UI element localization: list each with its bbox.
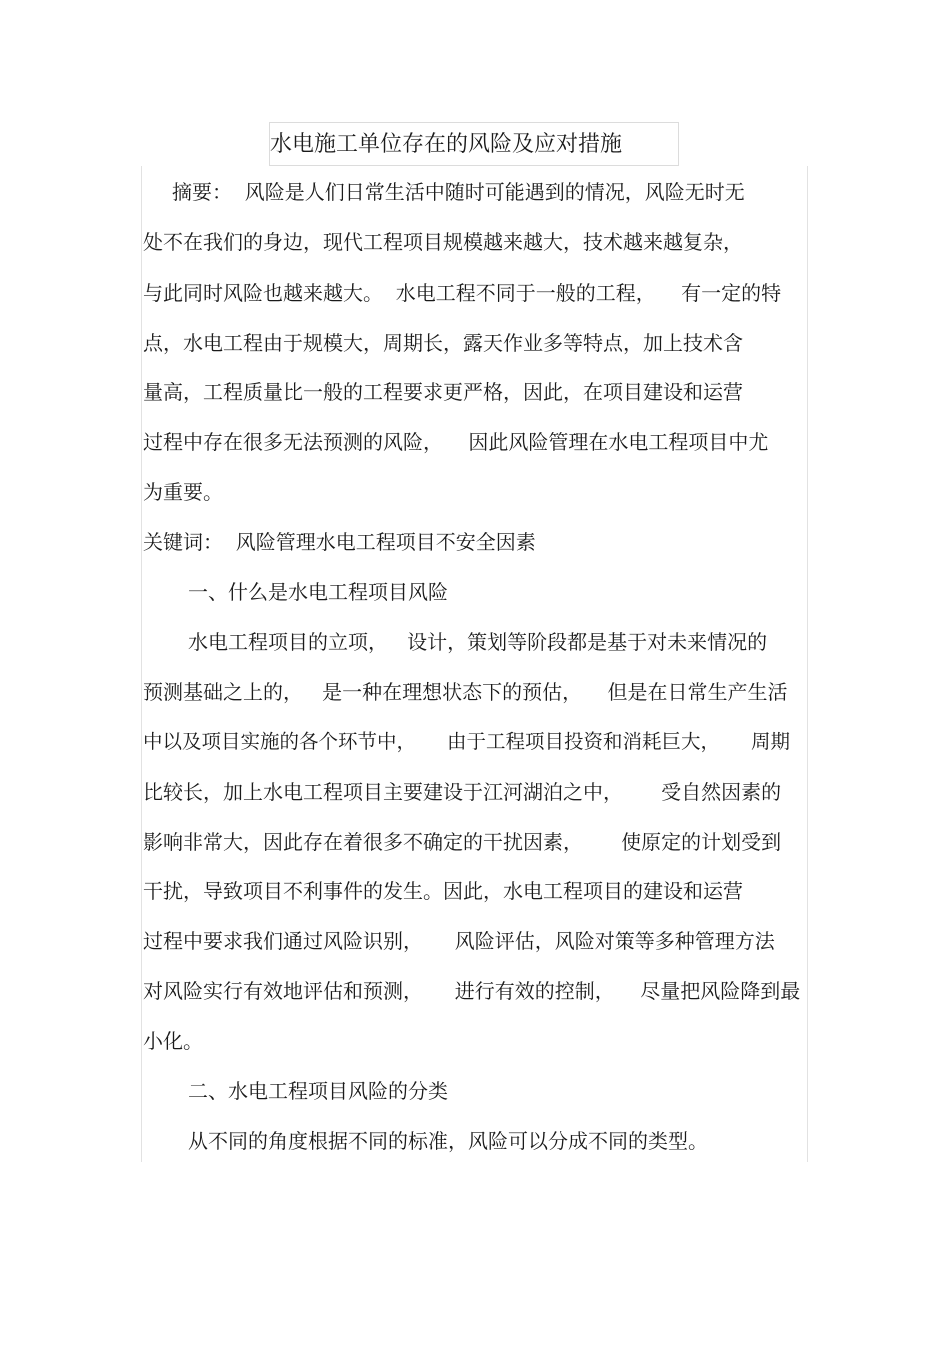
document-title: 水电施工单位存在的风险及应对措施	[270, 132, 623, 157]
abstract-line-2: 处不在我们的身边，现代工程项目规模越来越大，技术越来越复杂，	[143, 230, 743, 254]
paragraph-line: 小化。	[143, 1029, 203, 1053]
body-frame	[141, 166, 808, 1162]
paragraph-line: 对风险实行有效地评估和预测， 进行有效的控制， 尽量把风险降到最	[143, 979, 801, 1003]
paragraph-line: 影响非常大，因此存在着很多不确定的干扰因素， 使原定的计划受到	[143, 830, 782, 854]
abstract-line-6: 过程中存在很多无法预测的风险， 因此风险管理在水电工程项目中尤	[143, 430, 769, 454]
keywords-line: 关键词： 风险管理水电工程项目不安全因素	[143, 530, 536, 554]
paragraph-line: 比较长，加上水电工程项目主要建设于江河湖泊之中， 受自然因素的	[143, 780, 782, 804]
abstract-line-4: 点，水电工程由于规模大，周期长，露天作业多等特点，加上技术含	[143, 331, 743, 355]
abstract-line-1: 摘要： 风险是人们日常生活中随时可能遇到的情况，风险无时无	[172, 180, 745, 204]
paragraph-line: 干扰，导致项目不利事件的发生。因此，水电工程项目的建设和运营	[143, 879, 743, 903]
paragraph-line: 从不同的角度根据不同的标准，风险可以分成不同的类型。	[188, 1129, 708, 1153]
abstract-line-7: 为重要。	[143, 480, 223, 504]
title-box	[269, 122, 679, 166]
paragraph-line: 预测基础之上的， 是一种在理想状态下的预估， 但是在日常生产生活	[143, 680, 788, 704]
paragraph-line: 中以及项目实施的各个环节中， 由于工程项目投资和消耗巨大， 周期	[143, 730, 790, 753]
section-heading-1: 一、什么是水电工程项目风险	[188, 580, 448, 604]
abstract-line-5: 量高，工程质量比一般的工程要求更严格，因此，在项目建设和运营	[143, 380, 743, 404]
paragraph-line: 过程中要求我们通过风险识别， 风险评估，风险对策等多种管理方法	[143, 929, 775, 953]
paragraph-line: 水电工程项目的立项， 设计，策划等阶段都是基于对未来情况的	[188, 630, 768, 654]
section-heading-2: 二、水电工程项目风险的分类	[188, 1079, 448, 1103]
abstract-line-3: 与此同时风险也越来越大。 水电工程不同于一般的工程， 有一定的特	[143, 281, 782, 305]
